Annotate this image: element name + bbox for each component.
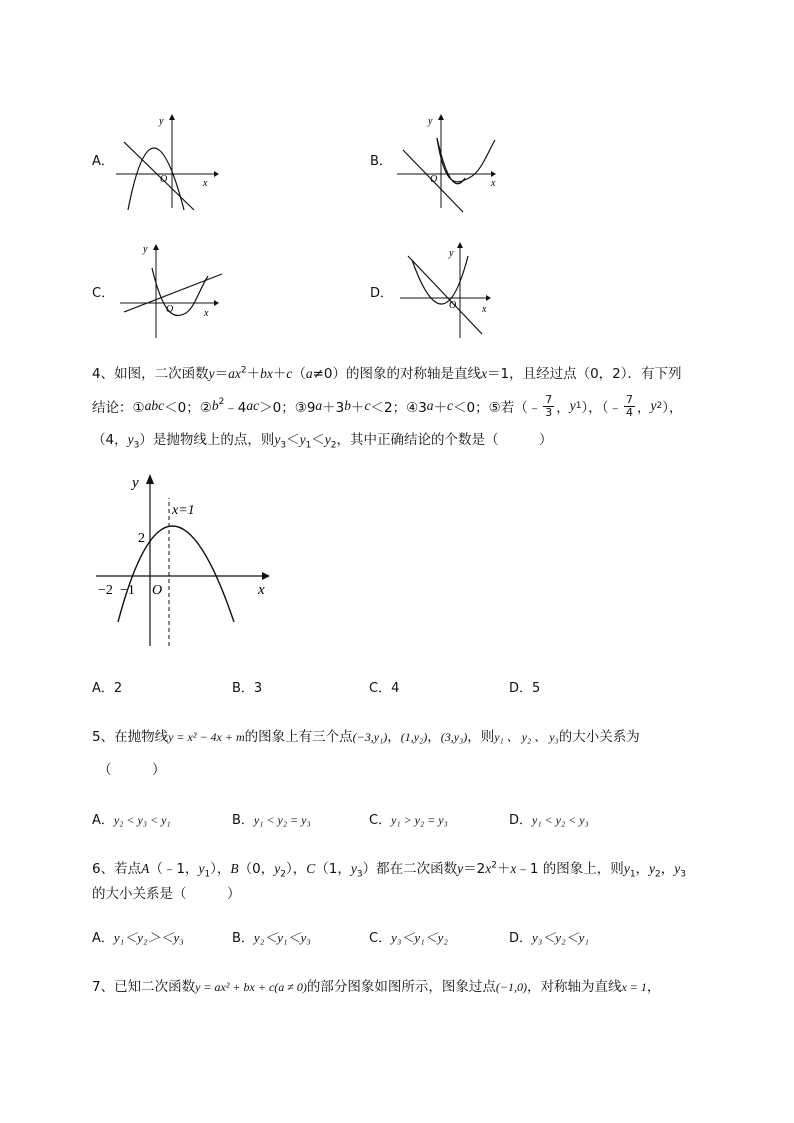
q4-var: c: [447, 398, 454, 413]
q4-t: ＝1，且经过点（0，2）．有下列: [486, 366, 682, 382]
q4-graph-minus2-label: −2: [98, 583, 113, 598]
q4-t: （4，: [92, 432, 128, 448]
q3a-x-label: x: [203, 178, 208, 189]
q3b-x-label: x: [491, 178, 496, 189]
q7-t: 已知二次函数: [114, 979, 196, 995]
q4-var: y: [274, 432, 281, 447]
q7-t: 的部分图象如图所示，图象过点: [306, 979, 496, 995]
q4-t: ＋: [351, 400, 365, 416]
q4-t: ＋: [246, 366, 261, 382]
q4-t: ）是抛物线上的点，则: [139, 432, 275, 448]
q6-option-c-expr: y₃＜y₁＜y₂: [391, 930, 448, 945]
q4-graph-intercept-label: 2: [138, 531, 145, 546]
q6-sub: 1: [629, 869, 636, 880]
q6-var: A: [141, 861, 150, 876]
q4-t: ＋: [272, 366, 287, 382]
q7-t: ，: [646, 979, 661, 995]
q6-option-d-label: D．: [509, 931, 533, 946]
q4-t: ＜0；②: [164, 400, 212, 416]
q3d-origin-label: O: [449, 300, 457, 311]
q4-frac-den: 3: [545, 405, 553, 419]
q6-stem-line-1: [92, 857, 686, 880]
q6-sub: 2: [280, 869, 286, 880]
q3b-y-label: y: [428, 116, 433, 127]
q4-t: 如图，二次函数: [114, 366, 209, 382]
q6-var: y: [623, 861, 630, 876]
q7-axis: x = 1: [621, 980, 647, 994]
q5-point-1: (−3,y₁): [352, 730, 388, 744]
q4-t: ＋3: [322, 400, 345, 416]
q7-stem-line-1: [92, 975, 660, 995]
q3-option-a-label[interactable]: A．: [92, 154, 114, 169]
q4-frac-den: 4: [625, 405, 633, 419]
q6-t: ＝2: [463, 861, 486, 877]
q3a-y-label: y: [159, 116, 164, 127]
q5-t: 的大小关系为: [558, 729, 640, 745]
q6-option-c-label: C．: [369, 931, 392, 946]
q6-t: ，: [635, 861, 650, 877]
q6-var: x: [485, 861, 492, 876]
q4-t: ＜: [286, 432, 300, 448]
q4-sub: 2: [656, 401, 663, 411]
q4-t: ＜2；④3: [370, 400, 427, 416]
q4-graph-origin-label: O: [152, 583, 163, 598]
q6-t: ，: [660, 861, 675, 877]
q5-option-b[interactable]: [232, 809, 311, 828]
q6-var: x: [510, 861, 517, 876]
q6-option-b-expr: y₂＜y₁＜y₃: [253, 930, 311, 945]
q6-t: （0，: [238, 861, 275, 877]
q6-sup: 2: [491, 860, 497, 871]
q6-option-a-label: A．: [92, 931, 114, 946]
q4-graph-y-label: y: [132, 475, 139, 491]
q4-var: y: [127, 432, 134, 447]
q6-option-c[interactable]: [369, 927, 448, 946]
q4-var: x: [480, 366, 487, 381]
q4-sup: 2: [240, 365, 247, 376]
q4-t: ，: [636, 400, 651, 416]
q3-option-d-graph: [398, 240, 508, 340]
q6-var: y: [274, 861, 281, 876]
q4-var: b: [211, 398, 219, 413]
q4-fraction-1: [543, 394, 554, 419]
q4-var: ax: [228, 366, 241, 381]
q3-option-b-label[interactable]: B．: [370, 154, 392, 169]
q4-stem-line-1: [92, 362, 682, 382]
q4-sub: 3: [280, 440, 287, 451]
q4-var: ac: [246, 398, 260, 413]
q5-t: ，: [387, 729, 401, 745]
q5-point-3: (3,y₃): [440, 730, 468, 744]
q6-var: y: [649, 861, 656, 876]
q4-var: b: [344, 398, 352, 413]
q3-option-d-label[interactable]: D．: [370, 286, 394, 301]
q4-sub: 1: [575, 401, 582, 411]
q4-t: ＋: [433, 400, 448, 416]
q6-t: （1，: [315, 861, 351, 877]
q4-t: ），: [662, 400, 683, 416]
q7-equation: y = ax² + bx + c(a ≠ 0): [195, 980, 307, 994]
q6-t: ＋: [496, 861, 511, 877]
q4-var: bx: [260, 366, 273, 381]
q3-option-b-graph: [395, 112, 505, 212]
q3c-y-label: y: [143, 244, 148, 255]
q5-stem-line-1: [92, 725, 640, 745]
q6-var: y: [198, 861, 205, 876]
q6-sub: 3: [356, 869, 363, 880]
q5-t: ，: [427, 729, 441, 745]
q4-var: y: [650, 398, 657, 413]
q4-graph-axis-label: x=1: [172, 503, 195, 518]
q5-option-c-expr: y₁ > y₂ = y₃: [391, 813, 448, 827]
q5-option-d-label: D．: [509, 813, 533, 828]
q6-t: ）都在二次函数: [362, 861, 458, 877]
q3-option-c-label[interactable]: C．: [92, 286, 115, 301]
q3b-origin-label: O: [430, 174, 438, 185]
q6-var: y: [350, 861, 357, 876]
q5-option-d-expr: y₁ < y₂ < y₃: [532, 813, 589, 827]
q5-option-b-label: B．: [232, 813, 254, 828]
q5-vars: y₁ 、 y₂ 、 y₃: [494, 730, 559, 744]
q4-t: ＝: [214, 366, 229, 382]
q4-option-b[interactable]: B．3: [232, 681, 263, 696]
q6-option-d[interactable]: [509, 927, 589, 946]
q7-point: (−1,0): [495, 980, 527, 994]
q4-var: c: [286, 366, 293, 381]
q3d-y-label: y: [449, 248, 454, 259]
q4-frac-num: 7: [625, 392, 633, 406]
q4-var: a: [305, 366, 313, 381]
q4-sub: 1: [305, 440, 312, 451]
q4-var: a: [426, 398, 434, 413]
q4-t: ≠0）的图象的对称轴是直线: [312, 366, 481, 382]
q6-var: y: [457, 861, 464, 876]
q4-graph-minus1-label: −1: [120, 583, 135, 598]
q6-stem-line-2: 的大小关系是（ ）: [92, 886, 241, 902]
q6-option-a-expr: y₁＜y₂＞＜y₃: [113, 930, 184, 945]
q4-t: ＜0；⑤若（﹣: [453, 400, 542, 416]
q7-t: ，对称轴为直线: [526, 979, 622, 995]
q4-sub: 2: [330, 440, 337, 451]
q4-var: y: [324, 432, 331, 447]
q4-fraction-2: [624, 394, 635, 419]
q4-stem-line-2: [92, 388, 682, 424]
q4-t: ），（﹣: [581, 400, 622, 416]
q4-t: ＜: [311, 432, 325, 448]
q6-var: C: [306, 861, 316, 876]
q5-option-d[interactable]: [509, 809, 589, 828]
q6-t: ），: [210, 861, 231, 877]
q4-graph-x-label: x: [258, 582, 265, 598]
q5-point-2: (1,y₂): [400, 730, 428, 744]
q5-answer-paren: （ ）: [98, 762, 166, 778]
q4-t: ﹣4: [224, 400, 247, 416]
q4-option-d[interactable]: D．5: [509, 681, 541, 696]
q7-number: 7、: [92, 979, 115, 995]
q6-t: （﹣1，: [149, 861, 199, 877]
q5-t: 在抛物线: [114, 729, 169, 745]
q6-t: ），: [286, 861, 307, 877]
q3d-x-label: x: [482, 304, 487, 315]
q5-equation: y = x² − 4x + m: [168, 730, 245, 744]
q4-var: abc: [144, 398, 165, 413]
q4-number: 4、: [92, 366, 115, 382]
q3-option-a-graph: [110, 112, 220, 212]
q4-var: y: [569, 398, 576, 413]
q5-option-b-expr: y₁ < y₂ = y₃: [253, 813, 311, 827]
q6-t: 若点: [114, 861, 142, 877]
q6-var: y: [674, 861, 681, 876]
q5-option-a-expr: y₂ < y₃ < y₁: [113, 813, 171, 827]
q3c-x-label: x: [204, 308, 209, 319]
q4-sup: 2: [218, 397, 225, 407]
q5-option-a[interactable]: [92, 809, 171, 828]
q6-number: 6、: [92, 861, 115, 877]
q3-option-c-graph: [118, 240, 228, 340]
q5-number: 5、: [92, 729, 115, 745]
q4-option-c[interactable]: C．4: [369, 681, 400, 696]
q6-sub: 2: [655, 869, 661, 880]
q4-stem-line-3: [92, 428, 553, 451]
q5-t: ，则: [467, 729, 495, 745]
q3a-origin-label: O: [160, 174, 168, 185]
q6-sub: 1: [204, 869, 211, 880]
q4-var: y: [299, 432, 306, 447]
q4-var: c: [364, 398, 371, 413]
q4-var: y: [208, 366, 215, 381]
q4-parabola-graph: [92, 470, 282, 650]
q6-t: ﹣1 的图象上，则: [516, 861, 624, 877]
q4-t: （: [292, 366, 306, 382]
q4-frac-num: 7: [545, 392, 553, 406]
q6-option-b[interactable]: [232, 927, 311, 946]
q4-t: 结论：①: [92, 400, 145, 416]
q5-t: 的图象上有三个点: [244, 729, 353, 745]
q3c-origin-label: O: [166, 304, 174, 315]
q4-var: a: [315, 398, 323, 413]
q4-t: ＞0；③9: [259, 400, 316, 416]
q4-option-a[interactable]: A．2: [92, 681, 123, 696]
q6-option-a[interactable]: [92, 927, 184, 946]
q4-t: ，: [556, 400, 570, 416]
q5-option-a-label: A．: [92, 813, 114, 828]
q5-option-c-label: C．: [369, 813, 392, 828]
q6-sub: 3: [680, 869, 687, 880]
q6-option-b-label: B．: [232, 931, 254, 946]
q5-option-c[interactable]: [369, 809, 448, 828]
q4-sub: 3: [133, 440, 140, 451]
q6-var: B: [230, 861, 239, 876]
q6-option-d-expr: y₃＜y₂＜y₁: [532, 930, 589, 945]
q4-t: ，其中正确结论的个数是（ ）: [336, 432, 553, 448]
